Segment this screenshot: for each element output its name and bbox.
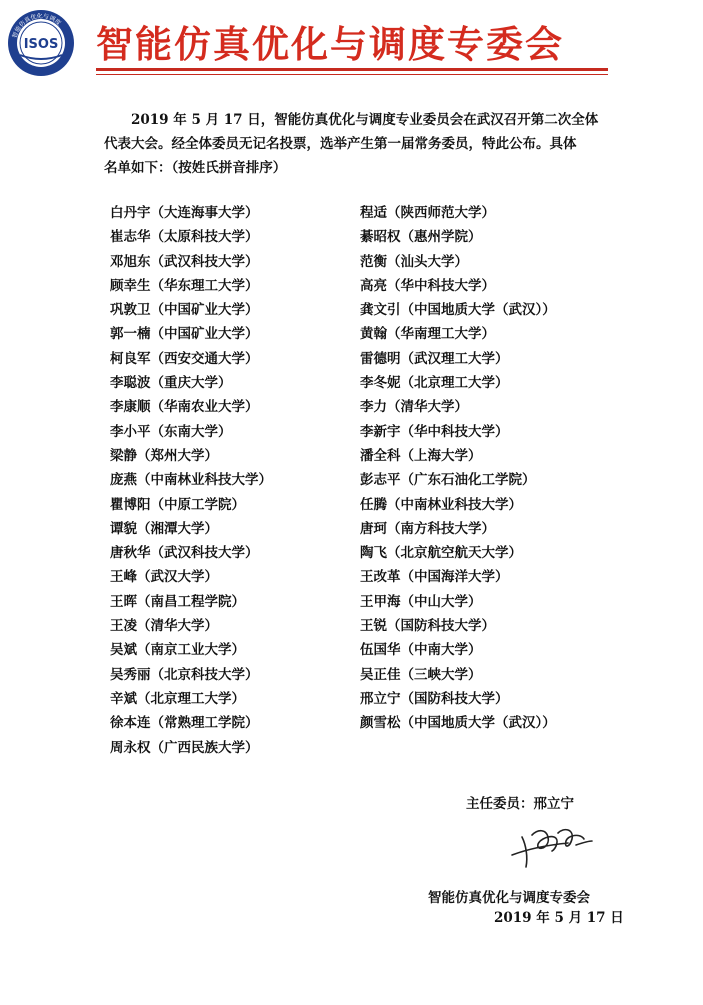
member-entry: 颜雪松（中国地质大学（武汉）） <box>360 715 556 732</box>
member-entry: 綦昭权（惠州学院） <box>360 229 482 246</box>
member-entry: 李康顺（华南农业大学） <box>110 399 259 416</box>
announcement-paragraph <box>104 108 604 180</box>
footer-organization: 智能仿真优化与调度专委会 <box>428 890 590 906</box>
member-entry: 黄翰（华南理工大学） <box>360 326 495 343</box>
member-entry: 吴斌（南京工业大学） <box>110 642 245 659</box>
member-entry: 辛斌（北京理工大学） <box>110 690 245 707</box>
member-entry: 顾幸生（华东理工大学） <box>110 277 259 294</box>
member-entry: 王改革（中国海洋大学） <box>360 569 509 586</box>
member-entry: 龚文引（中国地质大学（武汉）） <box>360 302 556 319</box>
member-entry: 李聪波（重庆大学） <box>110 375 232 392</box>
member-entry: 白丹宇（大连海事大学） <box>110 205 259 221</box>
member-entry: 彭志平（广东石油化工学院） <box>360 472 536 489</box>
footer-date: 2019 年 5 月 17 日 <box>494 910 624 926</box>
member-entry: 王峰（武汉大学） <box>110 569 218 586</box>
member-entry: 李小平（东南大学） <box>110 423 232 440</box>
member-list <box>110 201 610 760</box>
header-rule-thick <box>96 68 608 71</box>
member-entry: 唐秋华（武汉科技大学） <box>110 545 259 562</box>
logo-text: ISOS <box>23 37 59 52</box>
member-entry: 崔志华（太原科技大学） <box>110 229 259 246</box>
member-entry: 高亮（华中科技大学） <box>360 277 495 294</box>
member-entry: 范衡（汕头大学） <box>360 253 468 270</box>
member-entry: 程适（陕西师范大学） <box>360 205 495 221</box>
member-entry: 李冬妮（北京理工大学） <box>360 375 509 392</box>
member-entry: 谭貌（湘潭大学） <box>110 520 218 537</box>
member-entry: 邢立宁（国防科技大学） <box>360 690 509 707</box>
member-entry: 郭一楠（中国矿业大学） <box>110 326 259 343</box>
header-rule-thin <box>96 74 608 75</box>
member-entry: 陶飞（北京航空航天大学） <box>360 545 522 562</box>
member-entry: 徐本连（常熟理工学院） <box>110 715 259 732</box>
member-entry: 巩敦卫（中国矿业大学） <box>110 302 259 319</box>
member-entry: 王甲海（中山大学） <box>360 593 482 610</box>
member-entry: 王凌（清华大学） <box>110 618 218 635</box>
member-entry: 周永权（广西民族大学） <box>110 739 259 756</box>
committee-logo <box>6 8 76 78</box>
member-entry: 吴秀丽（北京科技大学） <box>110 666 259 683</box>
member-entry: 吴正佳（三峡大学） <box>360 666 482 683</box>
page-title: 智能仿真优化与调度专委会 <box>96 22 564 66</box>
intro-line: 名单如下：（按姓氏拼音排序） <box>104 160 287 176</box>
member-entry: 王晖（南昌工程学院） <box>110 593 245 610</box>
member-entry: 任腾（中南林业科技大学） <box>360 496 522 513</box>
intro-line: 2019 年 5 月 17 日，智能仿真优化与调度专业委员会在武汉召开第二次全体 <box>131 112 599 128</box>
member-entry: 瞿博阳（中原工学院） <box>110 496 245 513</box>
member-entry: 王锐（国防科技大学） <box>360 618 495 635</box>
member-entry: 潘全科（上海大学） <box>360 447 482 464</box>
logo-ring-text: 智能仿真优化与调度 <box>11 12 63 39</box>
member-entry: 梁静（郑州大学） <box>110 447 218 464</box>
handwritten-signature <box>508 815 596 871</box>
member-entry: 柯良军（西安交通大学） <box>110 350 259 367</box>
member-entry: 庞燕（中南林业科技大学） <box>110 472 272 489</box>
intro-line: 代表大会。经全体委员无记名投票，选举产生第一届常务委员，特此公布。具体 <box>104 136 577 152</box>
member-entry: 李新宇（华中科技大学） <box>360 423 509 440</box>
member-entry: 伍国华（中南大学） <box>360 642 482 659</box>
member-entry: 李力（清华大学） <box>360 399 468 416</box>
chair-line: 主任委员：邢立宁 <box>466 796 574 812</box>
member-entry: 唐珂（南方科技大学） <box>360 520 495 537</box>
member-entry: 邓旭东（武汉科技大学） <box>110 253 259 270</box>
member-entry: 雷德明（武汉理工大学） <box>360 350 509 367</box>
